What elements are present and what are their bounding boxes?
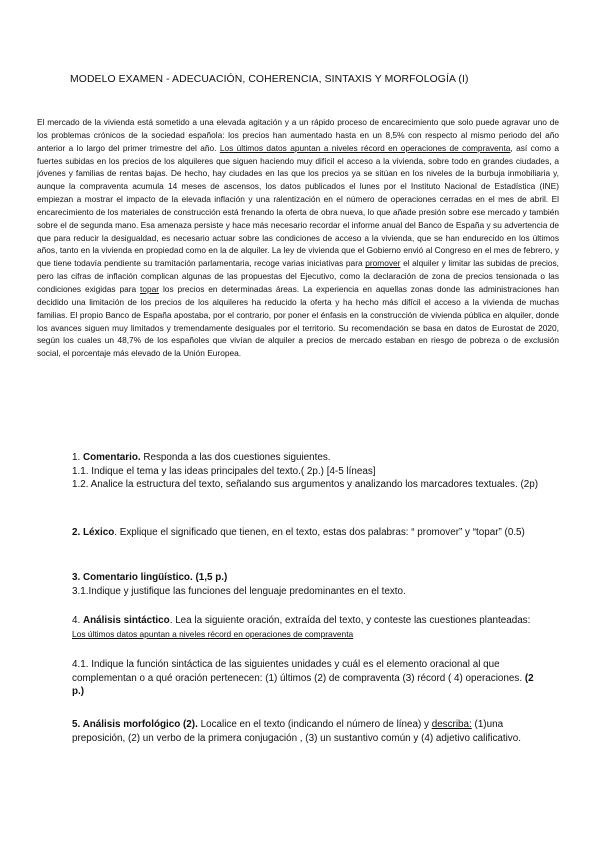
underlined-sentence: Los últimos datos apuntan a niveles récord en operaciones de compraventa [219,142,511,153]
question-2-text [72,526,542,540]
question-title: 5. Análisis morfológico (2). [72,719,198,730]
question-text: (1)una preposición, (2) un verbo de la primera conjugación , (3) un sustantivo común y (4) adjetivo calificativo. [72,719,521,744]
question-1-2: 1.2. Analice la estructura del texto, señalando sus argumentos y analizando los marcadores textuales. (2p) [72,479,539,491]
question-title: Análisis sintáctico [82,615,170,626]
question-5 [72,718,542,745]
question-4 [72,614,542,641]
passage-text: el alquiler y limitar las subidas de precios, pero las cifras de inflación complican algunas de las propuestas del Ejecutivo, como la declaración de zona de precios tensionada o las condiciones exigidas para [37,258,559,294]
underlined-instruction: describa: [431,719,472,730]
question-1-1: 1.1. Indique el tema y las ideas principales del texto.( 2p.) [4-5 líneas] [72,465,376,477]
question-3-1: 3.1.Indique y justifique las funciones del lenguaje predominantes en el texto. [72,585,406,597]
question-title: 2. Léxico [72,527,115,538]
question-number: 4. [72,615,83,626]
question-number: 1. [72,452,83,463]
underlined-word-promover: promover [365,258,401,269]
question-title: 3. Comentario lingüístico. (1,5 p.) [72,572,228,583]
question-text: . Explique el significado que tienen, en el texto, estas dos palabras: “ promover” y “topar” (0.5) [114,527,525,538]
passage-text: los precios en determinadas áreas. La experiencia en aquellas zonas donde las administraciones han decidido una limitación de los precios de los alquileres ha reducido la oferta y ha hecho más difícil el acceso a la vivienda de muchas familias. El propio Banco de España apostaba, por el contrario, por poner el énfasis en la construcción de vivienda pública en alquiler, donde los avances siguen muy limitados y tremendamente desiguales por el territorio. Su recomendación se basa en datos de Eurostat de 2020, según los cuales un 48,7% de los españoles que vivían de alquiler a precios de mercado estaban en riesgo de pobreza o de exclusión social, el porcentaje más elevado de la Unión Europea. [37,283,559,359]
question-text: Localice en el texto (indicando el número de línea) y [197,719,432,730]
question-4-text [72,614,542,641]
page-title: MODELO EXAMEN - ADECUACIÓN, COHERENCIA, SINTAXIS Y MORFOLOGÍA (I) [70,74,469,85]
question-1 [72,451,542,492]
underlined-word-topar: topar [140,283,160,294]
question-title: Comentario. [82,452,141,463]
question-text: . Lea la siguiente oración, extraída del texto, y conteste las cuestiones planteadas: [169,615,531,626]
analysis-sentence: Los últimos datos apuntan a niveles récord en operaciones de compraventa [72,628,354,639]
question-2 [72,526,542,540]
question-4-1-text [72,658,542,699]
question-3 [72,571,542,598]
question-text: 4.1. Indique la función sintáctica de las siguientes unidades y cuál es el elemento oracional al que complementan o a qué oración pertenecen: (1) últimos (2) de compraventa (3) récord ( 4) operaciones. [72,659,525,684]
question-4-1 [72,658,542,699]
passage-paragraph [37,116,559,360]
question-points: (2 p.) [72,672,534,698]
question-text: Responda a las dos cuestiones siguientes. [140,452,331,463]
passage-text: El mercado de la vivienda está sometido a una elevada agitación y a un rápido proceso de encarecimiento que solo puede agravar uno de los problemas crónicos de la sociedad española: los precios han aumentado hasta en un 8,5% con respecto al mismo periodo del año anterior a lo largo del primer trimestre del año. [37,117,559,153]
reading-passage [37,116,559,360]
question-5-text [72,718,542,745]
question-1-heading [72,451,542,465]
question-3-heading [72,571,542,585]
passage-text: , así como a fuertes subidas en los precios de los alquileres que siguen haciendo muy difícil el acceso a la vivienda, sobre todo en grandes ciudades, a jóvenes y familias de rentas bajas. De hecho, hay ciudades en las que los precios ya se sitúan en los niveles de la burbuja inmobiliaria y, aunque la compraventa acumula 14 meses de ascensos, los datos publicados el lunes por el Instituto Nacional de Estadística (INE) empiezan a mostrar el impacto de la elevada inflación y una ralentización en el número de operaciones cerradas en el mes de abril. El encarecimiento de los materiales de construcción está frenando la oferta de obra nueva, lo que añade presión sobre ese mercado y también sobre el de segunda mano. Esa amenaza persiste y hace más necesario recordar el informe anual del Banco de España y su advertencia de que para reducir la desigualdad, es necesario actuar sobre las condiciones de acceso a la vivienda, que se han endurecido en los últimos años, tanto en la vivienda en propiedad como en la de alquiler. La ley de vivienda que el Gobierno envió al Congreso en el mes de febrero, y que tiene todavía pendiente su tramitación parlamentaria, recoge varias iniciativas para [37,142,559,269]
